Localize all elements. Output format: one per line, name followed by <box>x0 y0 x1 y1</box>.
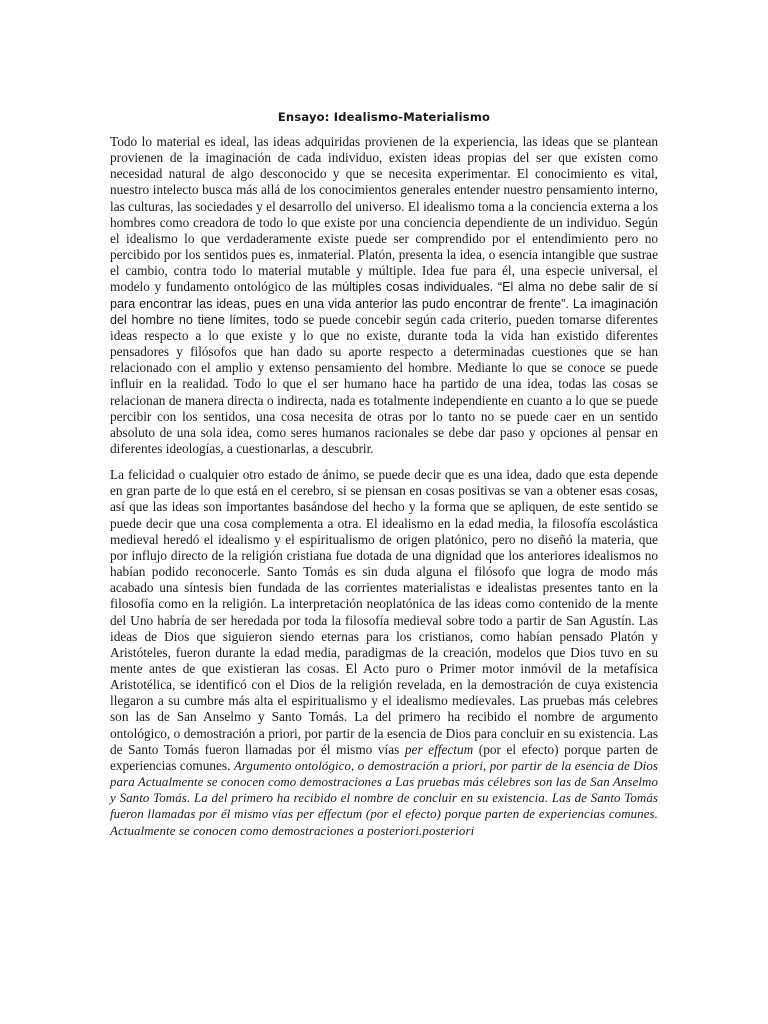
paragraph-1-quote-text: múltiples cosas individuales. “El alma no debe salir de sí para encontrar las ideas, pues en una vida anterior las pudo encontrar de frente”. La imaginación del hombre no tiene límites, todo <box>110 280 659 327</box>
paragraph-2-latin-phrase: per effectum <box>404 741 474 757</box>
essay-title: Ensayo: Idealismo-Materialismo <box>277 110 491 124</box>
document-page <box>110 110 658 849</box>
paragraph-2-text-a: La felicidad o cualquier otro estado de ánimo, se puede decir que es una idea, dado que esta depende en gran parte de lo que está en el cerebro, si se piensan en cosas positivas se van a obtener esas cosas, así que las ideas son importantes basándose del hecho y la forma que se apliquen, de este sentido se puede decir que una cosa complementa a otra. El idealismo en la edad media, la filosofía escolástica medieval heredó el idealismo y el espiritualismo de origen platónico, pero no diseñó la materia, que por influjo directo de la religión cristiana fue dotada de una dignidad que los anteriores idealismos no habían podido reconocerle. Santo Tomás es sin duda alguna el filósofo que logra de modo más acabado una síntesis bien fundada de las corrientes materialistas e idealistas presentes tanto en la filosofía como en la religión. La interpretación neoplatónica de las ideas como contenido de la mente del Uno habría de ser heredada por toda la filosofía medieval sobre todo a partir de San Agustín. Las ideas de Dios que siguieron siendo eternas para los cristianos, como habían pensado Platón y Aristóteles, fueron durante la edad media, paradigmas de la creación, modelos que Dios tuvo en su mente antes de que existieran las cosas. El Acto puro o Primer motor inmóvil de la metafísica Aristotélica, se identificó con el Dios de la religión revelada, en la demostración de cuya existencia llegaron a su cumbre más alta el espiritualismo y el idealismo medievales. Las pruebas más celebres son las de San Anselmo y Santo Tomás. La del primero ha recibido el nombre de argumento ontológico, o demostración a priori, por partir de la esencia de Dios para concluir en su existencia. Las de Santo Tomás fueron llamadas por él mismo vías <box>110 467 658 757</box>
paragraph-1-text-c: se puede concebir según cada criterio, pueden tomarse diferentes ideas respecto a lo que existe y lo que no existe, durante toda la vida han existido diferentes pensadores y filósofos que han dado su aporte respecto a determinadas cuestiones que se han relacionado con el amplio y extenso pensamiento del hombre. Mediante lo que se conoce se puede influir en la realidad. Todo lo que el ser humano hace ha partido de una idea, todas las cosas se relacionan de manera directa o indirecta, nada es totalmente independiente en cuanto a lo que se puede percibir con los sentidos, una cosa necesita de otras por lo tanto no se puede caer en un sentido absoluto de una sola idea, como seres humanos racionales se debe dar paso y opciones al pensar en diferentes ideologías, a cuestionarlas, a descubrir. <box>110 311 658 456</box>
paragraph-2 <box>110 467 658 839</box>
paragraph-2-italic-text: Argumento ontológico, o demostración a priori, por partir de la esencia de Dios para Actualmente se conocen como demostraciones a Las pruebas más célebres son las de San Anselmo y Santo Tomás. La del primero ha recibido el nombre de concluir en su existencia. Las de Santo Tomás fueron llamadas por él mismo vías per effectum (por el efecto) porque parten de experiencias comunes. Actualmente se conocen como demostraciones a posteriori.posteriori <box>110 758 658 838</box>
paragraph-2-text-c: (por el efecto) porque parten de experiencias comunes. <box>110 741 658 773</box>
paragraph-1-text-a: Todo lo material es ideal, las ideas adquiridas provienen de la experiencia, las ideas que se plantean provienen de la imaginación de cada individuo, existen ideas propias del ser que existen como necesidad natural de algo desconocido y que se necesita experimentar. El conocimiento es vital, nuestro intelecto busca más allá de los conocimientos generales entender nuestro pensamiento interno, las culturas, las sociedades y el desarrollo del universo. El idealismo toma a la conciencia externa a los hombres como creadora de todo lo que existe por una conciencia dependiente de un individuo. Según el idealismo lo que verdaderamente existe puede ser comprendido por el entendimiento pero no percibido por los sentidos pues es, inmaterial. Platón, presenta la idea, o esencia intangible que sustrae el cambio, contra todo lo material mutable y múltiple. Idea fue para él, una especie universal, el modelo y fundamento ontológico de las <box>110 134 658 295</box>
paragraph-1 <box>110 134 658 457</box>
